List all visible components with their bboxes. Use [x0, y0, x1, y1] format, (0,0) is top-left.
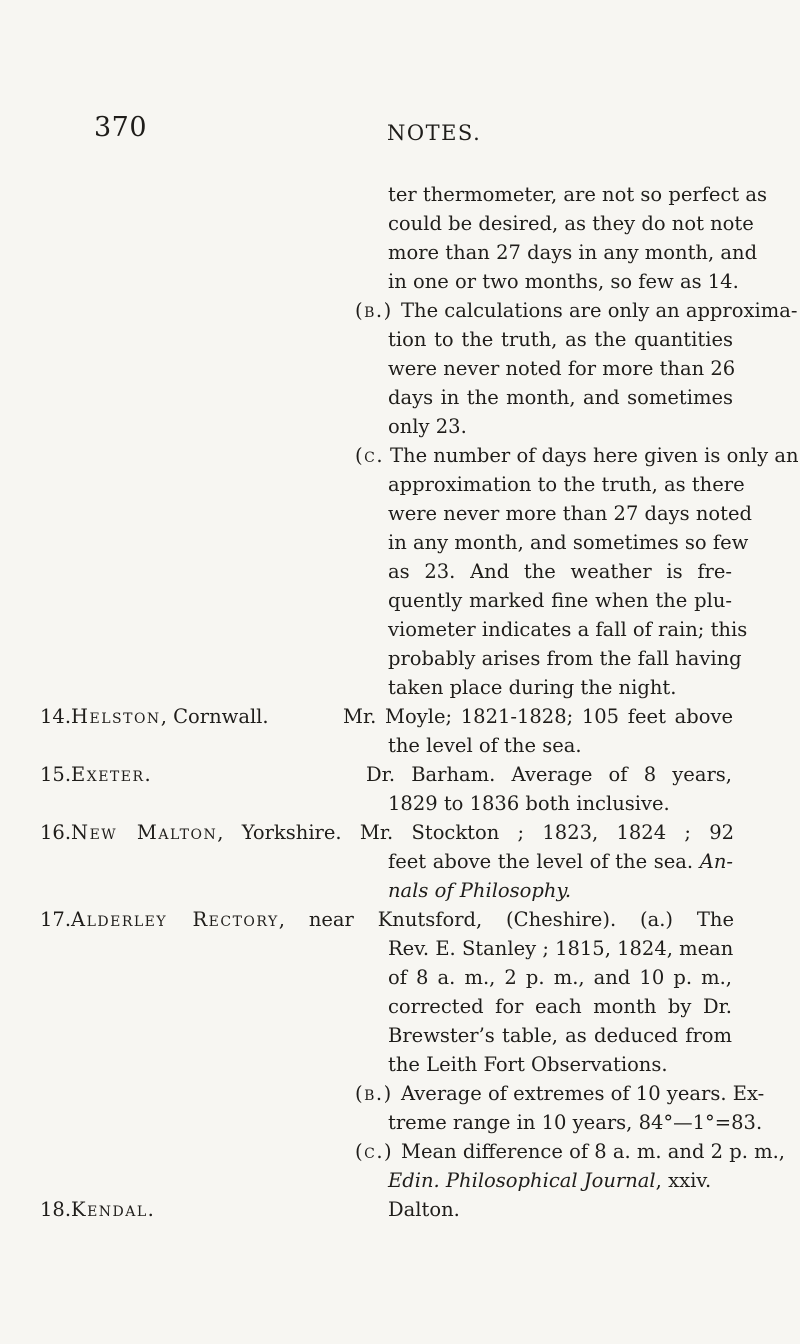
entry-number: 18.	[40, 1198, 72, 1221]
text-line: the Leith Fort Observations.	[388, 1053, 668, 1076]
region-name: , Yorkshire.	[217, 821, 342, 844]
text-line: The number of days here given is only an	[390, 444, 799, 467]
text-line: Mean difference of 8 a. m. and 2 p. m.,	[401, 1140, 785, 1163]
text-line: the level of the sea.	[388, 734, 582, 757]
text-line: treme range in 10 years, 84°—1°=83.	[388, 1111, 763, 1134]
text-line: The calculations are only an approxima-	[401, 299, 798, 322]
entry-heading	[71, 702, 269, 731]
text-line: corrected for each month by Dr.	[388, 995, 732, 1018]
text-line: Rev. E. Stanley ; 1815, 1824, mean	[388, 937, 734, 960]
region-name: , Cornwall.	[160, 705, 269, 728]
journal-title: Edin. Philosophical Journal	[388, 1169, 656, 1192]
entry-number: 16.	[40, 821, 72, 844]
text-line: Brewster’s table, as deduced from	[388, 1024, 732, 1047]
place-name: Exeter.	[71, 763, 153, 786]
entry-text: , xxiv.	[655, 1169, 712, 1192]
place-name: New Malton	[71, 821, 218, 844]
text-line: in one or two months, so few as 14.	[388, 270, 739, 293]
text-line	[388, 847, 733, 876]
text-line: in any month, and sometimes so few	[388, 531, 749, 554]
text-line: Dr. Barham. Average of 8 years,	[366, 763, 732, 786]
text-line: probably arises from the fall having	[388, 647, 742, 670]
text-line: taken place during the night.	[388, 676, 677, 699]
journal-title: An-	[699, 850, 733, 873]
text-line: only 23.	[388, 415, 467, 438]
entry-number: 17.	[40, 908, 72, 931]
entry-number: 14.	[40, 705, 72, 728]
entry-number: 15.	[40, 763, 72, 786]
entry-heading-line	[71, 905, 734, 934]
place-name: Kendal.	[71, 1198, 156, 1221]
note-marker: (b.)	[355, 1082, 393, 1105]
page-number: 370	[94, 112, 148, 143]
text-line: Mr. Moyle; 1821-1828; 105 feet above	[343, 705, 733, 728]
text-line: approximation to the truth, as there	[388, 473, 745, 496]
entry-text: , near Knutsford, (Cheshire). (a.) The	[278, 908, 735, 931]
text-line: tion to the truth, as the quantities	[388, 328, 733, 351]
entry-text: Mr. Stockton ; 1823, 1824 ; 92	[359, 821, 735, 844]
text-line: were never noted for more than 26	[388, 357, 736, 380]
text-line: of 8 a. m., 2 p. m., and 10 p. m.,	[388, 966, 732, 989]
entry-heading-line	[71, 818, 734, 847]
note-marker: (c.	[355, 444, 385, 467]
text-line: Dalton.	[388, 1198, 460, 1221]
text-line: Average of extremes of 10 years. Ex-	[401, 1082, 765, 1105]
text-line: days in the month, and sometimes	[388, 386, 733, 409]
note-marker: (c.)	[355, 1140, 394, 1163]
text-line: were never more than 27 days noted	[388, 502, 753, 525]
text-line: more than 27 days in any month, and	[388, 241, 758, 264]
note-marker: (b.)	[355, 299, 393, 322]
text-line: viometer indicates a fall of rain; this	[388, 618, 748, 641]
text-line: quently marked fine when the plu-	[388, 589, 732, 612]
journal-title: nals of Philosophy.	[388, 879, 572, 902]
entry-text: feet above the level of the sea.	[388, 850, 694, 873]
text-line: ter thermometer, are not so perfect as	[388, 183, 768, 206]
text-line: could be desired, as they do not note	[388, 212, 754, 235]
text-line: as 23. And the weather is fre-	[388, 560, 732, 583]
running-head: NOTES.	[387, 121, 482, 145]
place-name: Helston	[71, 705, 161, 728]
text-line	[388, 1166, 711, 1195]
place-name: Alderley Rectory	[71, 908, 279, 931]
text-line: 1829 to 1836 both inclusive.	[388, 792, 670, 815]
